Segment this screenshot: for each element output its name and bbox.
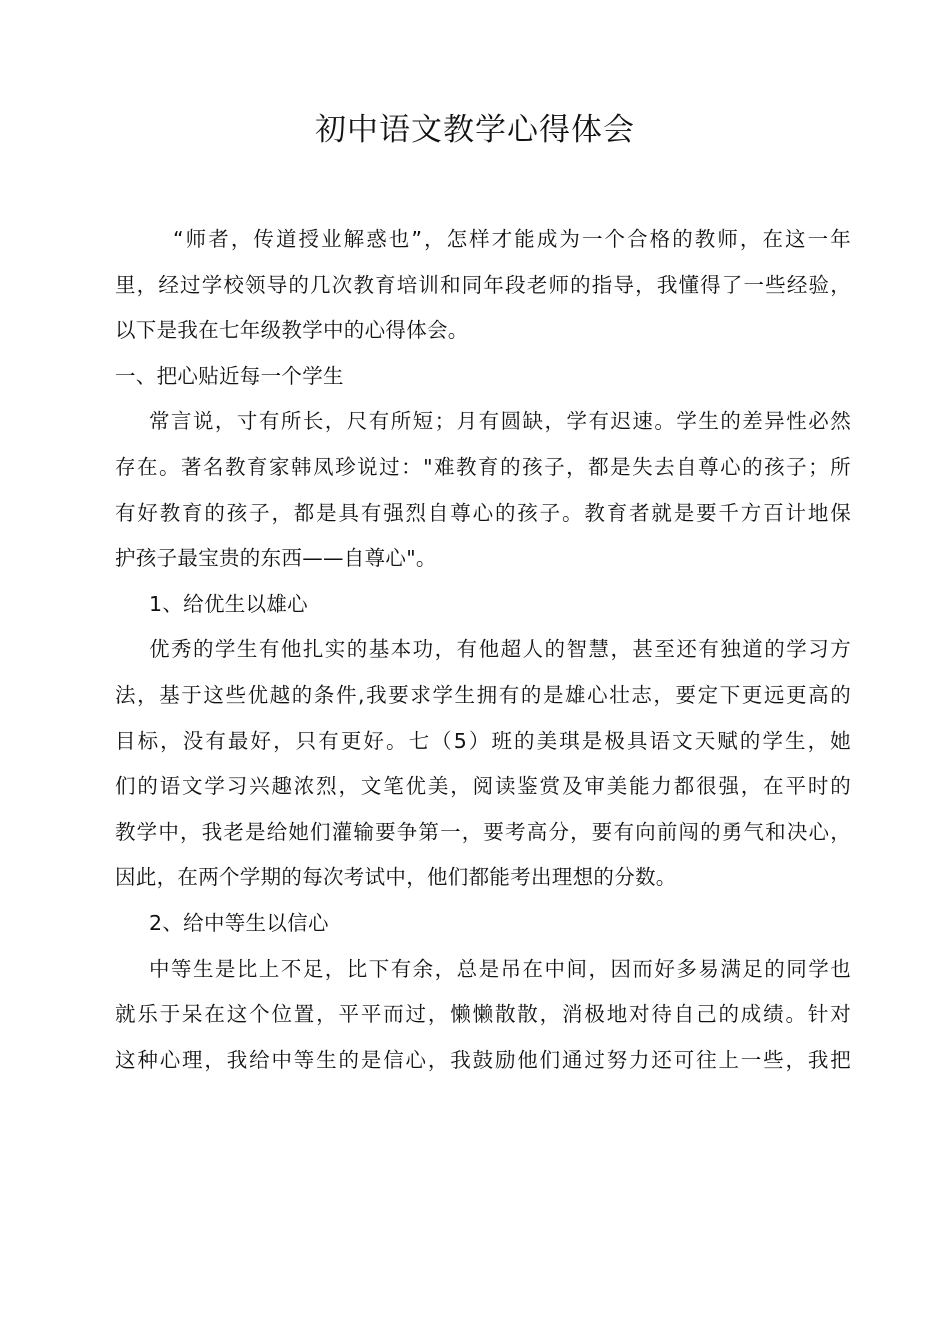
paragraph-line: 优秀的学生有他扎实的基本功，有他超人的智慧，甚至还有独道的学习方 <box>149 637 851 662</box>
paragraph-line: 存在。著名教育家韩凤珍说过："难教育的孩子，都是失去自尊心的孩子；所 <box>115 454 851 479</box>
paragraph-line: 中等生是比上不足，比下有余，总是吊在中间，因而好多易满足的同学也 <box>149 956 851 981</box>
subsection-heading: 2、给中等生以信心 <box>149 910 329 935</box>
paragraph-line: 法，基于这些优越的条件,我要求学生拥有的是雄心壮志，要定下更远更高的 <box>115 682 851 707</box>
document-body <box>115 217 851 1083</box>
paragraph-line: 目标，没有最好，只有更好。七（5）班的美琪是极具语文天赋的学生，她 <box>115 728 851 753</box>
paragraph-line: 常言说，寸有所长，尺有所短；月有圆缺，学有迟速。学生的差异性必然 <box>149 409 851 434</box>
paragraph-line: 因此，在两个学期的每次考试中，他们都能考出理想的分数。 <box>115 865 677 890</box>
paragraph-line: 就乐于呆在这个位置，平平而过，懒懒散散，消极地对待自己的成绩。针对 <box>115 1002 851 1027</box>
document-title: 初中语文教学心得体会 <box>315 112 635 148</box>
paragraph-line: 教学中，我老是给她们灌输要争第一，要考高分，要有向前闯的勇气和决心， <box>115 819 851 844</box>
paragraph-line: 有好教育的孩子，都是具有强烈自尊心的孩子。教育者就是要千方百计地保 <box>115 500 851 525</box>
paragraph-line: 以下是我在七年级教学中的心得体会。 <box>115 318 469 343</box>
paragraph-line: 这种心理，我给中等生的是信心，我鼓励他们通过努力还可往上一些，我把 <box>115 1047 851 1072</box>
paragraph-line: 们的语文学习兴趣浓烈，文笔优美，阅读鉴赏及审美能力都很强，在平时的 <box>115 774 851 799</box>
paragraph-line: 护孩子最宝贵的东西——自尊心"。 <box>115 546 437 571</box>
paragraph-line: “师者，传道授业解惑也”，怎样才能成为一个合格的教师，在这一年 <box>173 227 851 251</box>
section-heading: 一、把心贴近每一个学生 <box>115 363 344 388</box>
paragraph-line: 里，经过学校领导的几次教育培训和同年段老师的指导，我懂得了一些经验， <box>115 272 851 297</box>
subsection-heading: 1、给优生以雄心 <box>149 591 308 616</box>
